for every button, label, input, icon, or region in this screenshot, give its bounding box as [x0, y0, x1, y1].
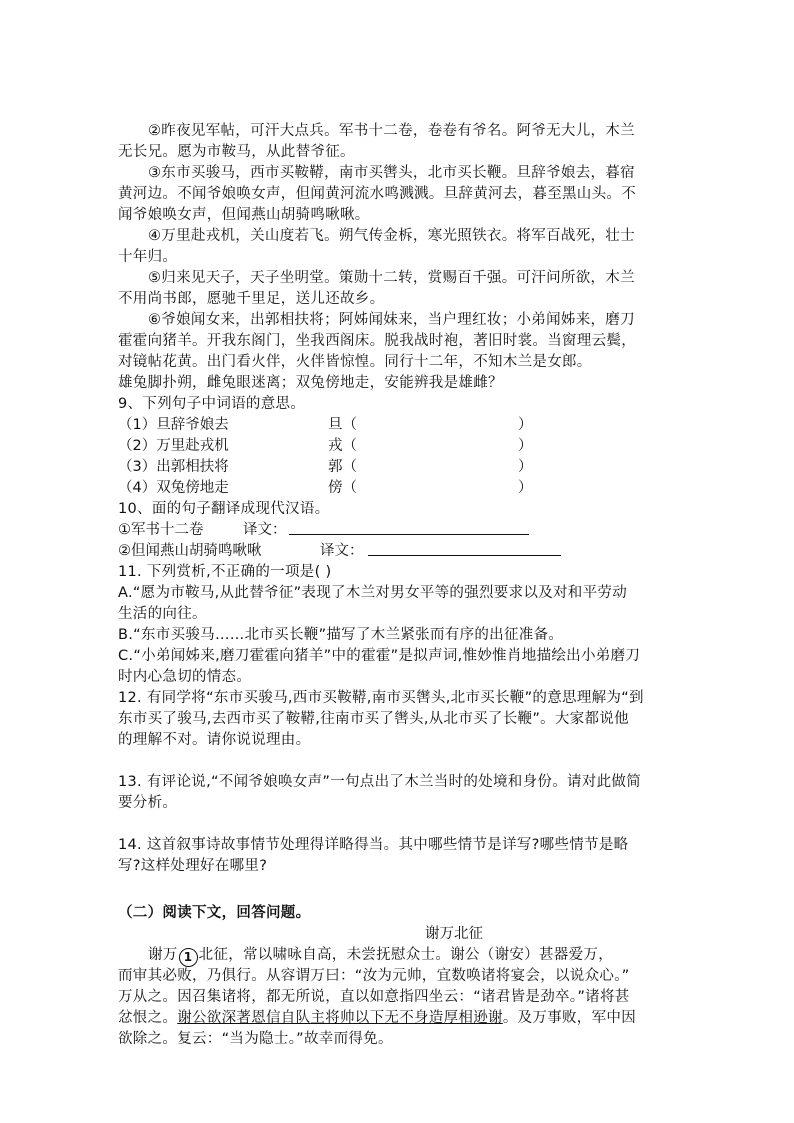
q9-sentence-2: （2）万里赴戎机: [118, 438, 229, 454]
q11-option-a-line-2: 生活的向往。: [118, 606, 207, 622]
section-2-heading: （二）阅读下文，回答问题。: [118, 904, 311, 921]
poem-paragraph-3-line-3: 闻爷娘唤女声，但闻燕山胡骑鸣啾啾。: [118, 207, 370, 223]
q11-option-c-line-2: 时内心急切的情态。: [118, 669, 252, 685]
poem-paragraph-2-line-2: 无长兄。愿为市鞍马，从此替爷征。: [118, 144, 355, 160]
q12-line-2: 东市买了骏马,去西市买了鞍鞯,往南市买了辔头,从北市买了长鞭”。大家都说他: [118, 711, 629, 727]
q9-sentence-4: （4）双兔傍地走: [118, 480, 229, 496]
q10-sentence-1: ①军书十二卷: [118, 522, 204, 538]
passage-line-5: 欲除之。复云：“当为隐士。”故幸而得免。: [118, 1031, 393, 1047]
q11-option-a-line-1: A.“愿为市鞍马,从此替爷征”表现了木兰对男女平等的强烈要求以及对和平劳动: [118, 585, 628, 601]
passage-line-1: [148, 945, 613, 967]
poem-paragraph-3-line-2: 黄河边。不闻爷娘唤女声，但闻黄河流水鸣溅溅。旦辞黄河去，暮至黑山头。不: [118, 186, 636, 202]
annotation-marker-1: 1: [179, 948, 198, 967]
q11-title: 11. 下列赏析,不正确的一项是( ): [118, 564, 332, 580]
q14-line-1: 14. 这首叙事诗故事情节处理得详略得当。其中哪些情节是详写?哪些情节是略: [118, 837, 629, 853]
q10-translation-label-1: 译文：: [243, 522, 287, 538]
q11-option-c-line-1: C.“小弟闻姊来,磨刀霍霍向猪羊”中的霍霍”是拟声词,惟妙惟肖地描绘出小弟磨刀: [118, 648, 641, 664]
q9-title: 9、下列句子中词语的意思。: [118, 396, 306, 412]
q13-line-1: 13. 有评论说,“不闻爷娘唤女声”一句点出了木兰当时的处境和身份。请对此做简: [118, 774, 641, 790]
q9-sentence-3: （3）出郭相扶将: [118, 459, 229, 475]
poem-paragraph-3-line-1: ③东市买骏马，西市买鞍鞯，南市买辔头，北市买长鞭。旦辞爷娘去，暮宿: [148, 165, 635, 181]
passage-line-3: 万从之。因召集诸将，都无所说，直以如意指四坐云：“诸君皆是劲卒。”诸将甚: [118, 989, 630, 1005]
q9-close-1: ）: [518, 417, 533, 433]
q12-line-3: 的理解不对。请你说说理由。: [118, 732, 311, 748]
poem-paragraph-6-line-1: ⑥爷娘闻女来，出郭相扶将；阿姊闻妹来，当户理红妆；小弟闻姊来，磨刀: [148, 312, 635, 328]
q10-answer-line-2[interactable]: [368, 541, 561, 562]
q14-line-2: 写?这样处理好在哪里?: [118, 858, 268, 874]
q9-close-3: ）: [518, 459, 533, 475]
poem-paragraph-6-line-2: 霍霍向猪羊。开我东阁门，坐我西阁床。脱我战时袍，著旧时裳。当窗理云鬓，: [118, 333, 636, 349]
q10-translation-label-2: 译文：: [320, 543, 364, 559]
q10-title: 10、面的句子翻译成现代汉语。: [118, 501, 330, 517]
passage-title: 谢万北征: [425, 926, 483, 942]
poem-paragraph-6-line-3: 对镜帖花黄。出门看火伴，火伴皆惊惶。同行十二年，不知木兰是女郎。: [118, 354, 592, 370]
q9-close-2: ）: [518, 438, 533, 454]
passage-line-2: 而审其必败，乃俱行。从容谓万曰：“汝为元帅，宜数唤诸将宴会，以说众心。”: [118, 968, 630, 984]
passage-line-1-start: 谢万: [148, 947, 178, 963]
q9-word-2: 戎（: [328, 438, 357, 454]
q9-word-4: 傍（: [328, 480, 357, 496]
passage-line-4-rest: 。及万事败，军中因: [502, 1010, 637, 1026]
q12-line-1: 12. 有同学将“东市买骏马,西市买鞍鞯,南市买辔头,北市买长鞭”的意思理解为“到: [118, 690, 644, 706]
q13-line-2: 要分析。: [118, 795, 178, 811]
q11-option-b: B.“东市买骏马……北市买长鞭”描写了木兰紧张而有序的出征准备。: [118, 627, 564, 643]
passage-line-4-start: 忿恨之。: [118, 1010, 178, 1026]
underlined-sentence: 谢公欲深著恩信自队主将帅以下无不身造厚相逊谢: [177, 1010, 503, 1026]
poem-paragraph-5-line-2: 不用尚书郎，愿驰千里足，送儿还故乡。: [118, 291, 385, 307]
poem-paragraph-5-line-1: ⑤归来见天子，天子坐明堂。策勋十二转，赏赐百千强。可汗问所欲，木兰: [148, 270, 635, 286]
q10-sentence-2: ②但闻燕山胡骑鸣啾啾: [118, 543, 262, 559]
poem-paragraph-2-line-1: ②昨夜见军帖，可汗大点兵。军书十二卷，卷卷有爷名。阿爷无大儿，木兰: [148, 123, 635, 139]
q9-sentence-1: （1）旦辞爷娘去: [118, 417, 229, 433]
poem-paragraph-4-line-1: ④万里赴戎机，关山度若飞。朔气传金柝，寒光照铁衣。将军百战死，壮士: [148, 228, 635, 244]
q9-close-4: ）: [518, 480, 533, 496]
q9-word-1: 旦（: [328, 417, 357, 433]
poem-paragraph-7-line-1: 雄兔脚扑朔，雌兔眼迷离；双兔傍地走，安能辨我是雄雌？: [118, 375, 503, 391]
q10-answer-line-1[interactable]: [289, 520, 529, 541]
poem-paragraph-4-line-2: 十年归。: [118, 249, 178, 265]
passage-line-4: [118, 1008, 636, 1028]
passage-line-1-rest: 北征，常以啸咏自高，未尝抚慰众士。谢公（谢安）甚器爱万，: [198, 947, 614, 963]
q9-word-3: 郭（: [328, 459, 357, 475]
